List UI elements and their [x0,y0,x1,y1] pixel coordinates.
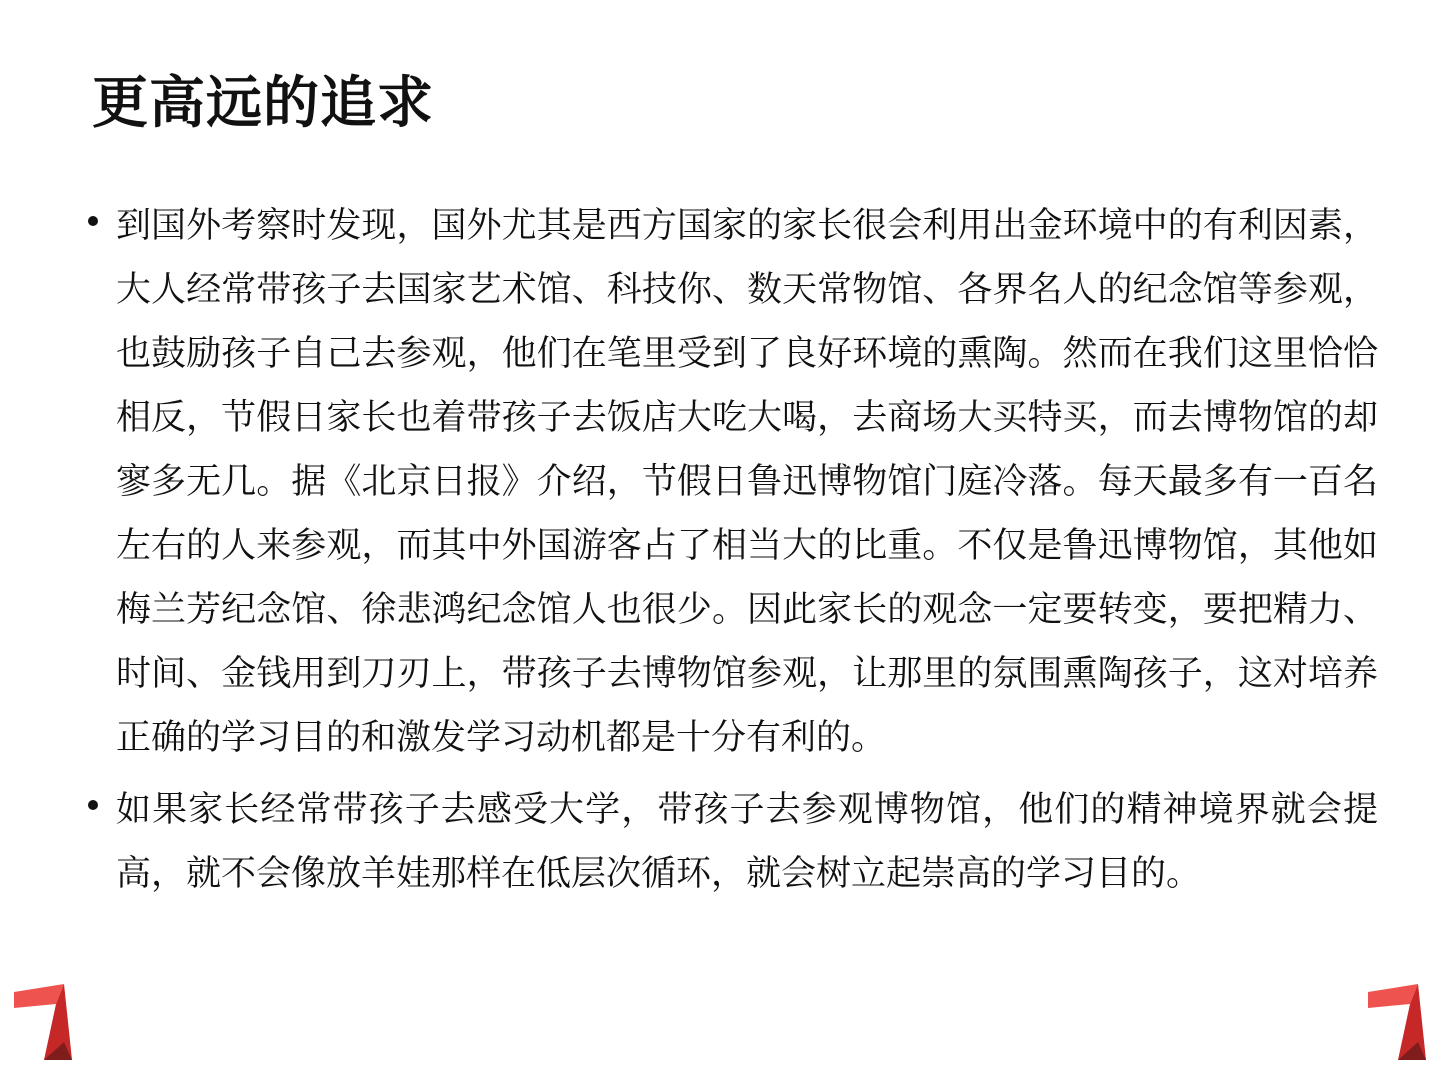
bullet-dot-icon [88,800,98,810]
bullet-text: 如果家长经常带孩子去感受大学，带孩子去参观博物馆，他们的精神境界就会提高，就不会像放羊娃那样在低层次循环，就会树立起崇高的学习目的。 [116,790,1378,894]
bullet-list [88,194,1378,914]
bullet-item [88,194,1378,770]
bullet-text: 到国外考察时发现，国外尤其是西方国家的家长很会利用出金环境中的有利因素，大人经常带孩子去国家艺术馆、科技你、数天常物馆、各界名人的纪念馆等参观，也鼓励孩子自己去参观，他们在笔里受到了良好环境的熏陶。然而在我们这里恰恰相反，节假日家长也着带孩子去饭店大吃大喝，去商场大买特买，而去博物馆的却寥多无几。据《北京日报》介绍，节假日鲁迅博物馆门庭冷落。每天最多有一百名左右的人来参观，而其中外国游客占了相当大的比重。不仅是鲁迅博物馆，其他如梅兰芳纪念馆、徐悲鸿纪念馆人也很少。因此家长的观念一定要转变，要把精力、时间、金钱用到刀刃上，带孩子去博物馆参观，让那里的氛围熏陶孩子，这对培养正确的学习目的和激发学习动机都是十分有利的。 [116,206,1378,758]
slide-title: 更高远的追求 [92,71,434,136]
bullet-dot-icon [88,216,98,226]
red-ribbon-corner-icon [14,984,72,1060]
bullet-item [88,778,1378,906]
red-ribbon-corner-icon [1368,984,1426,1060]
